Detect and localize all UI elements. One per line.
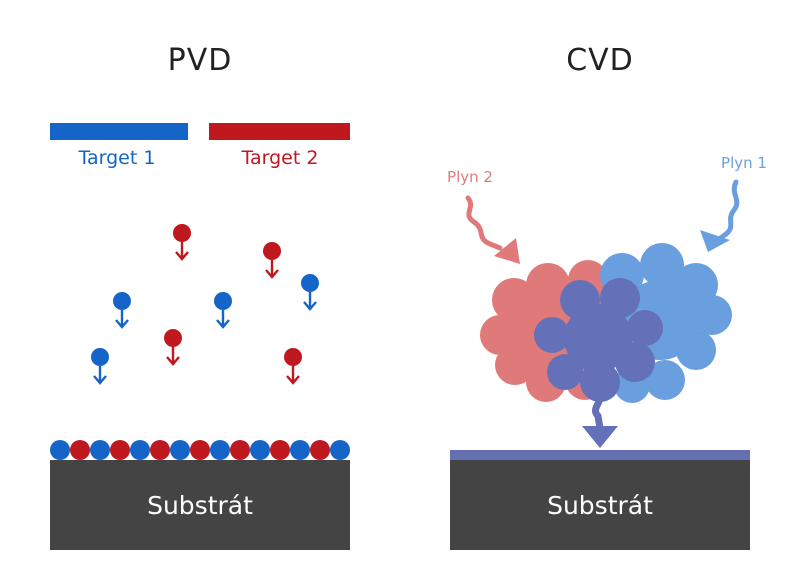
cvd-title: CVD [566,43,634,78]
deposited-atom-red [150,440,170,460]
deposited-atom-blue [330,440,350,460]
target-1-bar [50,123,188,140]
pvd-title: PVD [167,43,233,78]
deposited-atom-blue [210,440,230,460]
gas-2-arrow [468,198,520,264]
gas-1-label: Plyn 1 [721,154,767,172]
particle-red [263,242,281,277]
deposition-arrow [582,395,618,448]
particle-blue [214,292,232,327]
pvd-substrate-label: Substrát [147,491,253,520]
target-2-bar [209,123,350,140]
deposited-atom-red [270,440,290,460]
cvd-substrate-label: Substrát [547,491,653,520]
particle-red [164,329,182,364]
deposited-atom-blue [90,440,110,460]
falling-particles [91,224,319,383]
cvd-thin-film [450,450,750,460]
deposited-atom-blue [130,440,150,460]
deposited-atom-red [310,440,330,460]
gas-1-arrow [700,182,737,252]
deposited-atom-blue [290,440,310,460]
deposited-atom-blue [250,440,270,460]
particle-blue [301,274,319,309]
particle-blue [113,292,131,327]
deposited-atom-red [70,440,90,460]
particle-red [284,348,302,383]
target-2-label: Target 2 [241,147,319,169]
particle-blue [91,348,109,383]
deposited-atom-red [230,440,250,460]
deposited-atom-layer [50,440,350,460]
deposited-atom-blue [170,440,190,460]
deposited-atom-red [110,440,130,460]
particle-red [173,224,191,259]
target-1-label: Target 1 [78,147,156,169]
deposited-atom-red [190,440,210,460]
gas-2-label: Plyn 2 [447,168,493,186]
deposited-atom-blue [50,440,70,460]
